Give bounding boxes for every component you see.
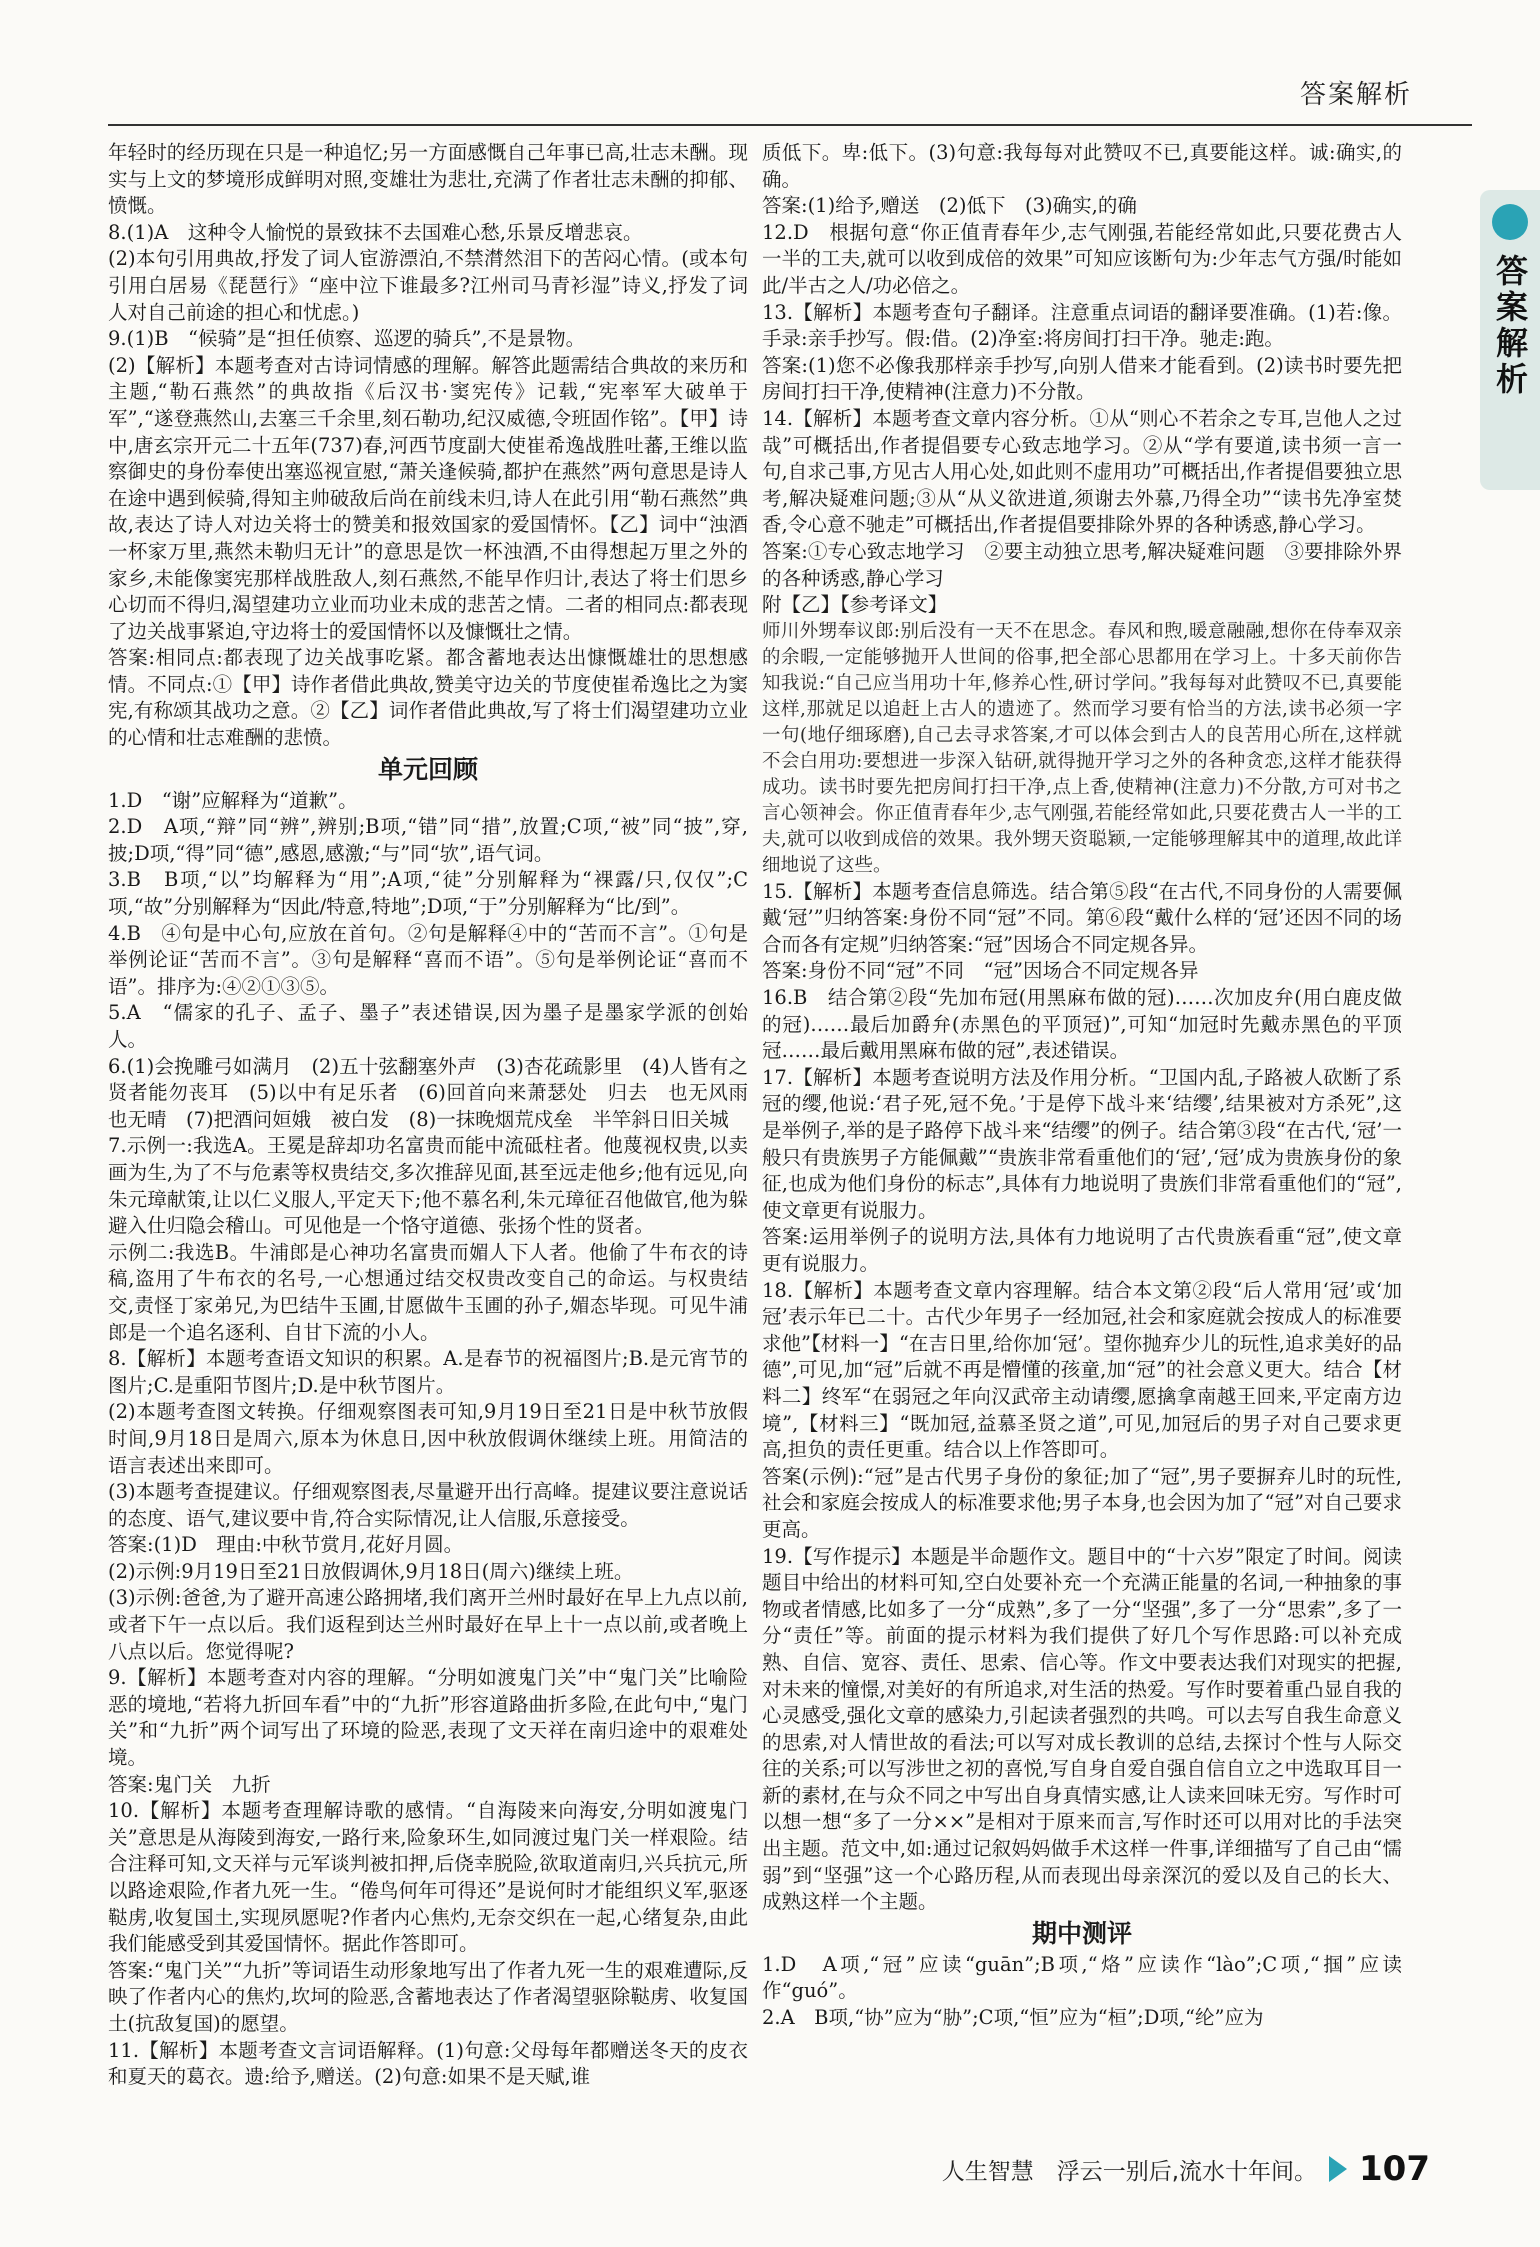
answer-paragraph: 12.D 根据句意“你正值青春年少,志气刚强,若能经常如此,只要花费古人一半的工夫,就可以收到成倍的效果”可知应该断句为:少年志气方强/时能如此/半古之人/功必倍之。 [762, 220, 1402, 297]
answer-paragraph: (2)本句引用典故,抒发了词人宦游漂泊,不禁潸然泪下的苦闷心情。(或本句引用白居易《琵琶行》“座中泣下谁最多?江州司马青衫湿”诗义,抒发了词人对自己前途的担心和忧虑。) [108, 247, 748, 324]
page-header-title: 答案解析 [1299, 80, 1412, 110]
answer-paragraph: 答案:身份不同“冠”不同 “冠”因场合不同定规各异 [762, 959, 1199, 983]
answer-paragraph: 9.【解析】本题考查对内容的理解。“分明如渡鬼门关”中“鬼门关”比喻险恶的境地,“若将九折回车看”中的“九折”形容道路曲折多险,在此句中,“鬼门关”和“九折”两个词写出了环境的险恶,表现了文天祥在南归途中的艰难处境。 [108, 1666, 748, 1770]
right-column [762, 140, 1402, 2032]
section-title: 单元回顾 [377, 754, 478, 784]
answer-paragraph: 答案:(1)D 理由:中秋节赏月,花好月圆。 [108, 1533, 464, 1557]
answer-paragraph: 8.(1)A 这种令人愉悦的景致抹不去国难心愁,乐景反增悲哀。 [108, 220, 643, 244]
answer-paragraph: 质低下。卑:低下。(3)句意:我每每对此赞叹不已,真要能这样。诚:确实,的确。 [762, 141, 1402, 191]
answer-paragraph: (2)示例:9月19日至21日放假调休,9月18日(周六)继续上班。 [108, 1559, 634, 1583]
answer-paragraph: 15.【解析】本题考查信息筛选。结合第⑤段“在古代,不同身份的人需要佩戴‘冠’”归纳答案:身份不同“冠”不同。第⑥段“戴什么样的‘冠’还因不同的场合而各有定规”归纳答案:“冠”因场合不同定规各异。 [762, 879, 1402, 956]
answer-paragraph: 1.D “谢”应解释为“道歉”。 [108, 788, 358, 812]
answer-paragraph: 9.(1)B “候骑”是“担任侦察、巡逻的骑兵”,不是景物。 [108, 327, 586, 351]
page-footer [942, 2149, 1430, 2189]
answer-paragraph: 7.示例一:我选A。王冕是辞却功名富贵而能中流砥柱者。他蔑视权贵,以卖画为生,为了不与危素等权贵结交,多次推辞见面,甚至远走他乡;他有远见,向朱元璋献策,让以仁义服人,平定天下;他不慕名利,朱元璋征召他做官,他为躲避入仕归隐会稽山。可见他是一个恪守道德、张扬个性的贤者。 [108, 1134, 748, 1238]
section-title: 期中测评 [1031, 1918, 1132, 1948]
answer-paragraph: 答案:(1)您不必像我那样亲手抄写,向别人借来才能看到。(2)读书时要先把房间打扫干净,使精神(注意力)不分散。 [762, 353, 1402, 404]
answer-paragraph: 答案:鬼门关 九折 [108, 1772, 271, 1796]
arrow-right-icon [1329, 2156, 1347, 2182]
answer-paragraph: 11.【解析】本题考查文言词语解释。(1)句意:父母每年都赠送冬天的皮衣和夏天的葛衣。遗:给予,赠送。(2)句意:如果不是天赋,谁 [108, 2038, 748, 2089]
answer-paragraph: 3.B B项,“以”均解释为“用”;A项,“徒”分别解释为“裸露/只,仅仅”;C项,“故”分别解释为“因此/特意,特地”;D项,“于”分别解释为“比/到”。 [108, 868, 748, 919]
answer-paragraph: 4.B ④句是中心句,应放在首句。②句是解释④中的“苦而不言”。①句是举例论证“苦而不言”。③句是解释“喜而不语”。⑤句是举例论证“喜而不语”。排序为:④②①③⑤。 [108, 921, 748, 998]
answer-paragraph: (2)【解析】本题考查对古诗词情感的理解。解答此题需结合典故的来历和主题,“勒石燕然”的典故指《后汉书·窦宪传》记载,“宪率军大破单于军”,“遂登燕然山,去塞三千余里,刻石勒功,纪汉威德,令班固作铭”。【甲】诗中,唐玄宗开元二十五年(737)春,河西节度副大使崔希逸战胜吐蕃,王维以监察御史的身份奉使出塞巡视宣慰,“萧关逢候骑,都护在燕然”两句意思是诗人在途中遇到候骑,得知主帅破敌后尚在前线未归,诗人在此引用“勒石燕然”典故,表达了诗人对边关将士的赞美和报效国家的爱国情怀。【乙】词中“浊酒一杯家万里,燕然未勒归无计”的意思是饮一杯浊酒,不由得想起万里之外的家乡,未能像窦宪那样战胜敌人,刻石燕然,不能早作归计,表达了将士们思乡心切而不得归,渴望建功立业而功业未成的悲苦之情。二者的相同点:都表现了边关战事紧迫,守边将士的爱国情怀以及慷慨壮之情。 [108, 353, 748, 643]
answer-paragraph: 示例二:我选B。牛浦郎是心神功名富贵而媚人下人者。他偷了牛布衣的诗稿,盗用了牛布衣的名号,一心想通过结交权贵改变自己的命运。与权贵结交,责怪丁家弟兄,为巴结牛玉圃,甘愿做牛玉圃的孙子,媚态毕现。可见牛浦郎是一个追名逐利、自甘下流的小人。 [108, 1240, 748, 1344]
answer-paragraph: 1.D A项,“冠”应读“guān”;B项,“烙”应读作“lào”;C项,“掴”应读作“guó”。 [762, 1952, 1402, 2003]
answer-paragraph: 2.A B项,“协”应为“胁”;C项,“恒”应为“桓”;D项,“纶”应为 [762, 2006, 1264, 2030]
answer-paragraph: 13.【解析】本题考查句子翻译。注意重点词语的翻译要准确。(1)若:像。手录:亲手抄写。假:借。(2)净室:将房间打扫干净。驰走:跑。 [762, 300, 1402, 351]
side-tab [1480, 190, 1540, 490]
answer-paragraph: 年轻时的经历现在只是一种追忆;另一方面感慨自己年事已高,壮志未酬。现实与上文的梦境形成鲜明对照,变雄壮为悲壮,充满了作者壮志未酬的抑郁、愤慨。 [108, 141, 748, 218]
answer-paragraph: 5.A “儒家的孔子、孟子、墨子”表述错误,因为墨子是墨家学派的创始人。 [108, 1001, 748, 1051]
answer-paragraph: (3)示例:爸爸,为了避开高速公路拥堵,我们离开兰州时最好在早上九点以前,或者下午一点以后。我们返程到达兰州时最好在早上十一点以前,或者晚上八点以后。您觉得呢? [108, 1586, 748, 1663]
answer-paragraph: 答案(示例):“冠”是古代男子身份的象征;加了“冠”,男子要摒弃儿时的玩性,社会和家庭会按成人的标准要求他;男子本身,也会因为加了“冠”对自己要求更高。 [762, 1464, 1402, 1541]
answer-paragraph: 18.【解析】本题考查文章内容理解。结合本文第②段“后人常用‘冠’或‘加冠’表示年已二十。古代少年男子一经加冠,社会和家庭就会按成人的标准要求他”【材料一】“在吉日里,给你加‘冠’。望你抛弃少儿的玩性,追求美好的品德”,可见,加“冠”后就不再是懵懂的孩童,加“冠”的社会意义更大。结合【材料二】终军“在弱冠之年向汉武帝主动请缨,愿擒拿南越王回来,平定南方边境”,【材料三】“既加冠,益慕圣贤之道”,可见,加冠后的男子对自己要求更高,担负的责任更重。结合以上作答即可。 [762, 1278, 1402, 1462]
answer-paragraph: 答案:“鬼门关”“九折”等词语生动形象地写出了作者九死一生的艰难遭际,反映了作者内心的焦灼,坎坷的险恶,含蓄地表达了作者渴望驱除鞑虏、收复国土(抗敌复国)的愿望。 [108, 1958, 748, 2035]
footer-slogan: 人生智慧 浮云一别后,流水十年间。 [941, 2158, 1318, 2185]
answer-paragraph: (2)本题考查图文转换。仔细观察图表可知,9月19日至21日是中秋节放假时间,9月18日是周六,原本为休息日,因中秋放假调休继续上班。用简洁的语言表述出来即可。 [108, 1400, 748, 1477]
header-divider [108, 124, 1472, 126]
answer-paragraph: 答案:相同点:都表现了边关战事吃紧。都含蓄地表达出慷慨雄壮的思想感情。不同点:①【甲】诗作者借此典故,赞美守边关的节度使崔希逸比之为窦宪,有称颂其战功之意。②【乙】词作者借此典故,写了将士们渴望建功立业的心情和壮志难酬的悲愤。 [108, 646, 748, 750]
answer-paragraph: (3)本题考查提建议。仔细观察图表,尽量避开出行高峰。提建议要注意说话的态度、语气,建议要中肯,符合实际情况,让人信服,乐意接受。 [108, 1480, 748, 1530]
answer-paragraph: 6.(1)会挽雕弓如满月 (2)五十弦翻塞外声 (3)杏花疏影里 (4)人皆有之 贤者能勿丧耳 (5)以中有足乐者 (6)回首向来萧瑟处 归去 也无风雨也无晴 (7)把酒问姮娥 被白发 (8)一抹晚烟荒戍垒 半竿斜日旧关城 [108, 1054, 768, 1131]
translation-paragraph: 师川外甥奉议郎:别后没有一天不在思念。春风和煦,暖意融融,想你在侍奉双亲的余暇,一定能够抛开人世间的俗事,把全部心思都用在学习上。十多天前你告知我说:“自己应当用功十年,修养心性,研讨学问。”我每每对此赞叹不已,真要能这样,那就足以追赶上古人的遗迹了。然而学习要有恰当的方法,读书必须一字一句(地仔细琢磨),自己去寻求答案,才可以体会到古人的良苦用心所在,这样就不会白用功:要想进一步深入钻研,就得抛开学习之外的各种贪恋,这样才能获得成功。读书时要先把房间打扫干净,点上香,使精神(注意力)不分散,方可对书之言心领神会。你正值青春年少,志气刚强,若能经常如此,只要花费古人一半的工夫,就可以收到成倍的效果。我外甥天资聪颖,一定能够理解其中的道理,故此详细地说了这些。 [762, 620, 1402, 876]
answer-paragraph: 8.【解析】本题考查语文知识的积累。A.是春节的祝福图片;B.是元宵节的图片;C.是重阳节图片;D.是中秋节图片。 [108, 1347, 748, 1397]
answer-paragraph: 附【乙】【参考译文】 [762, 593, 948, 617]
logo-badge-icon [1492, 204, 1528, 240]
answer-paragraph: 答案:(1)给予,赠送 (2)低下 (3)确实,的确 [762, 194, 1137, 218]
side-tab-label: 答案解析 [1491, 254, 1529, 398]
answer-paragraph: 19.【写作提示】本题是半命题作文。题目中的“十六岁”限定了时间。阅读题目中给出的材料可知,空白处要补充一个充满正能量的名词,一种抽象的事物或者情感,比如多了一分“成熟”,多了一分“坚强”,多了一分“思索”,多了一分“责任”等。前面的提示材料为我们提供了好几个写作思路:可以补充成熟、自信、宽容、责任、思索、信心等。作文中要表达我们对现实的把握,对未来的憧憬,对美好的有所追求,对生活的热爱。写作时要着重凸显自我的心灵感受,强化文章的感染力,引起读者强烈的共鸣。可以去写自我生命意义的思索,对人情世故的看法;可以写对成长教训的总结,去探讨个性与人际交往的关系;可以写涉世之初的喜悦,写自身自爱自强自信自立之中选取耳目一新的素材,在与众不同之中写出自身真情实感,让人读来回味无穷。写作时可以想一想“多了一分××”是相对于原来而言,写作时还可以用对比的手法突出主题。范文中,如:通过记叙妈妈做手术这样一件事,详细描写了自己由“懦弱”到“坚强”这一个心路历程,从而表现出母亲深沉的爱以及自己的长大、成熟这样一个主题。 [762, 1544, 1402, 1914]
answer-paragraph: 答案:①专心致志地学习 ②要主动独立思考,解决疑难问题 ③要排除外界的各种诱惑,静心学习 [762, 539, 1402, 590]
answer-paragraph: 14.【解析】本题考查文章内容分析。①从“则心不若余之专耳,岂他人之过哉”可概括出,作者提倡要专心致志地学习。②从“学有要道,读书须一言一句,自求己事,方见古人用心处,如此则不虚用功”可概括出,作者提倡要独立思考,解决疑难问题;③从“从义欲进道,须谢去外慕,乃得全功”“读书先净室焚香,令心意不驰走”可概括出,作者提倡要排除外界的各种诱惑,静心学习。 [762, 406, 1402, 537]
answer-paragraph: 16.B 结合第②段“先加布冠(用黑麻布做的冠)……次加皮弁(用白鹿皮做的冠)……最后加爵弁(赤黑色的平顶冠)”,可知“加冠时先戴赤黑色的平顶冠……最后戴用黑麻布做的冠”,表述错误。 [762, 986, 1402, 1063]
answer-paragraph: 2.D A项,“辩”同“辨”,辨别;B项,“错”同“措”,放置;C项,“被”同“披”,穿,披;D项,“得”同“德”,感恩,感激;“与”同“欤”,语气词。 [108, 815, 748, 865]
page-number: 107 [1359, 2149, 1430, 2189]
answer-paragraph: 17.【解析】本题考查说明方法及作用分析。“卫国内乱,子路被人砍断了系冠的缨,他说:‘君子死,冠不免。’于是停下战斗来‘结缨’,结果被对方杀死”,这是举例子,举的是子路停下战斗来“结缨”的例子。结合第③段“在古代,‘冠’一般只有贵族男子方能佩戴”“贵族非常看重他们的‘冠’,‘冠’成为贵族身份的象征,也成为他们身份的标志”,具体有力地说明了贵族们非常看重他们的“冠”,使文章更有说服力。 [762, 1065, 1402, 1222]
answer-paragraph: 答案:运用举例子的说明方法,具体有力地说明了古代贵族看重“冠”,使文章更有说服力。 [762, 1225, 1402, 1275]
answer-paragraph: 10.【解析】本题考查理解诗歌的感情。“自海陵来向海安,分明如渡鬼门关”意思是从海陵到海安,一路行来,险象环生,如同渡过鬼门关一样艰险。结合注释可知,文天祥与元军谈判被扣押,后侥幸脱险,欲取道南归,兴兵抗元,所以路途艰险,作者九死一生。“倦鸟何年可得还”是说何时才能组织义军,驱逐鞑虏,收复国土,实现夙愿呢?作者内心焦灼,无奈交织在一起,心绪复杂,由此我们能感受到其爱国情怀。据此作答即可。 [108, 1799, 748, 1956]
left-column [108, 140, 768, 2091]
